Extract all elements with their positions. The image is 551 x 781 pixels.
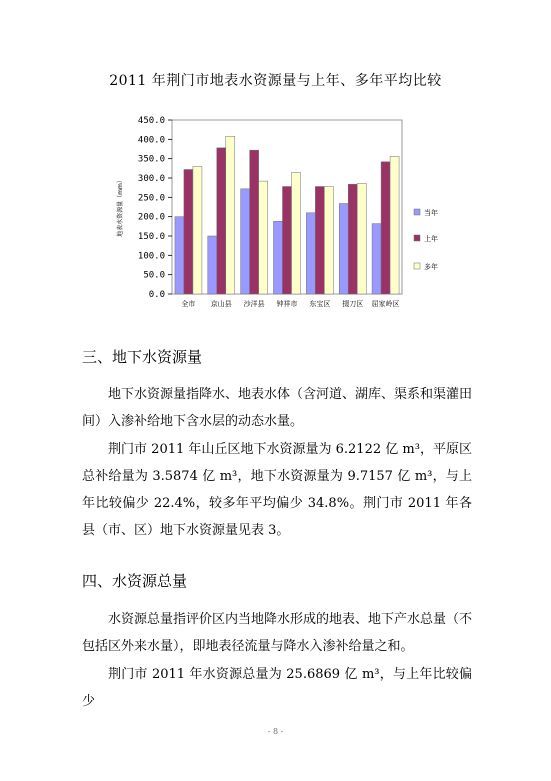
bar-chart xyxy=(100,108,460,318)
paragraph-total-water-definition: 水资源总量指评价区内当地降水形成的地表、地下产水总量（不包括区外来水量），即地表径流量与降水入渗补给量之和。 xyxy=(82,612,473,654)
bar xyxy=(381,162,390,294)
bar xyxy=(348,184,357,294)
section-heading-groundwater: 三、地下水资源量 xyxy=(82,348,203,366)
y-tick-label: 350.0 xyxy=(137,154,165,165)
bar xyxy=(208,236,217,294)
bar xyxy=(306,213,315,294)
bar xyxy=(259,181,268,294)
y-axis-label: 地表水资源量（mm） xyxy=(117,177,124,237)
legend-label: 上年 xyxy=(424,235,438,243)
bar xyxy=(339,204,348,294)
bar xyxy=(217,148,226,294)
paragraph-total-water-figures: 荆门市 2011 年水资源总量为 25.6869 亿 m³，与上年比较偏少 xyxy=(82,667,472,709)
y-tick-label: 100.0 xyxy=(137,251,165,262)
chart-title: 2011 年荆门市地表水资源量与上年、多年平均比较 xyxy=(109,73,442,89)
legend-swatch xyxy=(414,235,420,241)
legend-swatch xyxy=(414,263,420,269)
page-number: - 8 - xyxy=(267,727,284,736)
y-tick-label: 150.0 xyxy=(137,232,165,242)
bar xyxy=(175,217,184,294)
legend-label: 当年 xyxy=(424,209,438,217)
bar xyxy=(292,173,301,294)
y-tick-label: 250.0 xyxy=(137,193,165,204)
legend-label: 多年 xyxy=(424,263,438,271)
y-tick-label: 200.0 xyxy=(137,212,165,223)
bar xyxy=(372,224,381,294)
paragraph-groundwater-definition: 地下水资源量指降水、地表水体（含河道、湖库、渠系和渠灌田间）入渗补给地下含水层的动态水量。 xyxy=(82,387,473,429)
y-tick-label: 0.0 xyxy=(148,290,165,300)
section-heading-total-water: 四、水资源总量 xyxy=(82,572,188,590)
bar xyxy=(250,150,259,294)
y-tick-label: 400.0 xyxy=(137,135,165,146)
x-tick-label: 屈家岭区 xyxy=(371,300,400,308)
bar xyxy=(390,156,399,294)
bar xyxy=(184,169,193,294)
bar xyxy=(193,166,202,294)
bar xyxy=(241,189,250,294)
bar xyxy=(274,221,283,294)
bar xyxy=(226,136,235,294)
x-tick-label: 全市 xyxy=(181,300,196,308)
y-tick-label: 50.0 xyxy=(143,270,165,281)
x-tick-label: 掇刀区 xyxy=(342,300,364,308)
x-tick-label: 沙洋县 xyxy=(243,300,265,308)
bar xyxy=(315,187,324,294)
x-tick-label: 钟祥市 xyxy=(276,300,298,308)
y-tick-label: 300.0 xyxy=(137,174,165,184)
paragraph-groundwater-figures: 荆门市 2011 年山丘区地下水资源量为 6.2122 亿 m³，平原区总补给量为 3.5874 亿 m³，地下水资源量为 9.7157 亿 m³，与上年比较偏少 22.4%，较多年平均偏少 34.8%。荆门市 2011 年各县（市、区）地下水资源量见表 3。 xyxy=(82,442,472,538)
x-tick-label: 京山县 xyxy=(210,300,232,308)
x-tick-label: 东宝区 xyxy=(309,300,331,308)
bar xyxy=(357,183,366,294)
legend-swatch xyxy=(414,209,420,215)
bar xyxy=(324,187,333,294)
y-tick-label: 450.0 xyxy=(137,116,165,126)
bar xyxy=(283,187,292,294)
